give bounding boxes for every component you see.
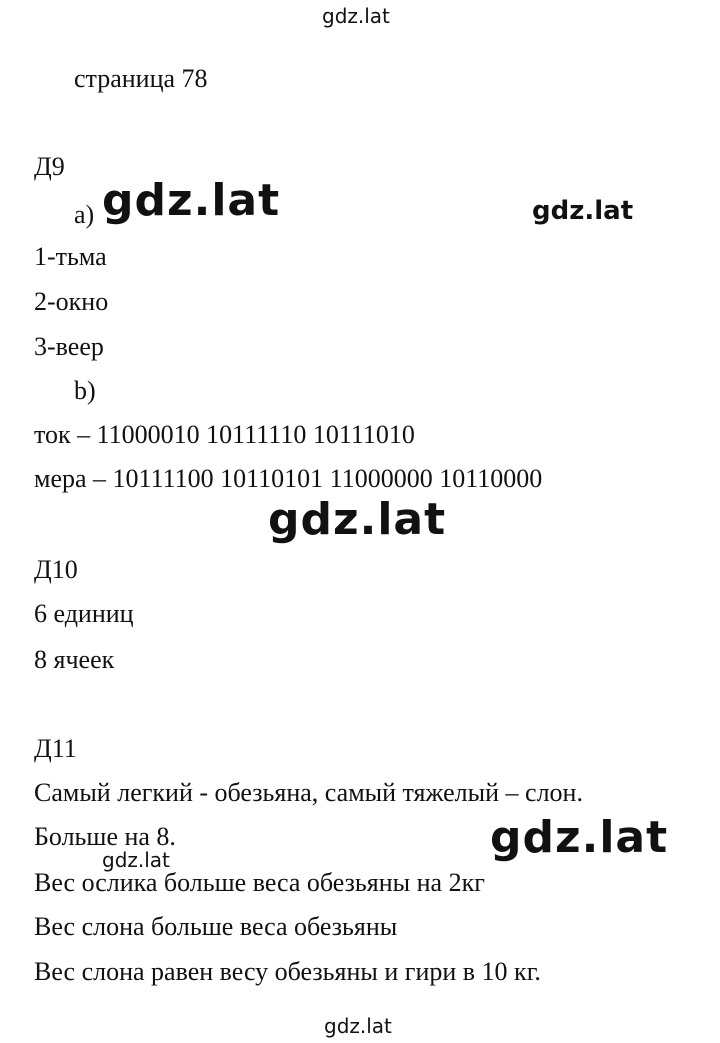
watermark-small-d11: gdz.lat	[102, 848, 170, 872]
d9-part-a-label: a)	[74, 200, 95, 229]
d11-line-4: Вес слона больше веса обезьяны	[34, 912, 398, 941]
d9-b-line-2: мера – 10111100 10110101 11000000 10110000	[34, 464, 543, 493]
d9-a-line-3: 3-веер	[34, 332, 104, 361]
d9-a-line-1: 1-тьма	[34, 242, 107, 271]
watermark-right-a: gdz.lat	[532, 196, 634, 226]
watermark-middle: gdz.lat	[268, 494, 447, 545]
watermark-bottom: gdz.lat	[324, 1014, 392, 1038]
watermark-top: gdz.lat	[322, 4, 390, 28]
watermark-near-a: gdz.lat	[102, 175, 281, 226]
d11-line-3: Вес ослика больше веса обезьяны на 2кг	[34, 868, 485, 897]
d10-line-2: 8 ячеек	[34, 645, 115, 674]
d11-line-5: Вес слона равен весу обезьяны и гири в 10 кг.	[34, 957, 541, 986]
watermark-right-d11: gdz.lat	[490, 812, 669, 863]
d11-line-2: Больше на 8.	[34, 822, 176, 851]
d9-a-line-2: 2-окно	[34, 287, 109, 316]
d9-part-b-label: b)	[74, 376, 96, 405]
d11-heading: Д11	[34, 734, 77, 763]
d10-line-1: 6 единиц	[34, 599, 134, 628]
d11-line-1: Самый легкий - обезьяна, самый тяжелый – слон.	[34, 778, 583, 807]
d9-b-line-1: ток – 11000010 10111110 10111010	[34, 420, 415, 449]
page-label: страница 78	[74, 64, 208, 93]
d9-heading: Д9	[34, 152, 65, 181]
d10-heading: Д10	[34, 555, 78, 584]
